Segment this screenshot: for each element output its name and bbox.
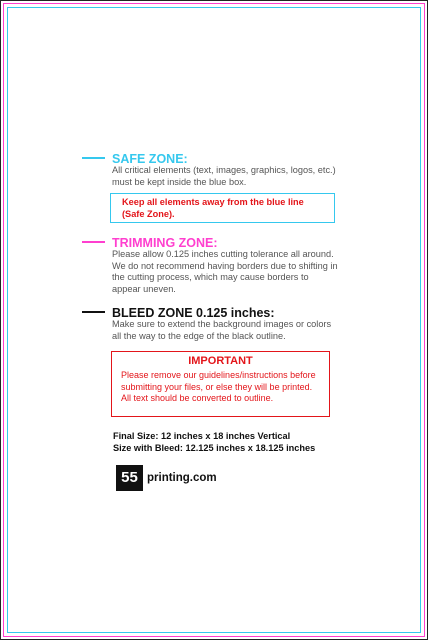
bleed-zone-heading: BLEED ZONE 0.125 inches: [112, 306, 275, 320]
important-title: IMPORTANT [188, 355, 253, 367]
important-line: submitting your files, or else they will be printed. [121, 381, 313, 392]
trimming-zone-marker [82, 241, 105, 243]
safe-zone-line: All critical elements (text, images, graphics, logos, etc.) [112, 165, 336, 175]
safe-zone-warning-box [110, 193, 335, 223]
bleed-zone-marker [82, 311, 105, 313]
trimming-zone-line: We do not recommend having borders due to shifting in [112, 260, 338, 271]
bleed-zone-line: Make sure to extend the background images or colors [112, 319, 332, 329]
bleed-zone-line: all the way to the edge of the black outline. [112, 330, 286, 341]
safe-zone-line: must be kept inside the blue box. [112, 176, 247, 187]
trimming-zone-line: appear uneven. [112, 283, 176, 294]
size-info [113, 430, 315, 454]
bleed-zone-description [112, 319, 362, 342]
logo-wordmark: printing.com [147, 472, 217, 484]
safe-zone-marker [82, 157, 105, 159]
safe-zone-description [112, 165, 362, 188]
safe-zone-heading: SAFE ZONE: [112, 152, 188, 166]
logo-mark: 55 [116, 465, 143, 491]
bleed-size-text: Size with Bleed: 12.125 inches x 18.125 inches [113, 443, 316, 453]
safe-box-line: Keep all elements away from the blue line [122, 197, 304, 207]
trimming-zone-description [112, 249, 362, 295]
safe-box-line: (Safe Zone). [122, 208, 175, 219]
final-size-text: Final Size: 12 inches x 18 inches Vertical [113, 431, 291, 441]
important-line: All text should be converted to outline. [121, 393, 274, 403]
important-line: Please remove our guidelines/instructions before [121, 370, 316, 380]
trimming-zone-line: Please allow 0.125 inches cutting tolerance all around. [112, 249, 334, 259]
brand-logo [116, 465, 217, 491]
important-notice-box [111, 351, 330, 417]
trimming-zone-line: the cutting process, which may cause borders to [112, 272, 309, 283]
trimming-zone-heading: TRIMMING ZONE: [112, 236, 218, 250]
